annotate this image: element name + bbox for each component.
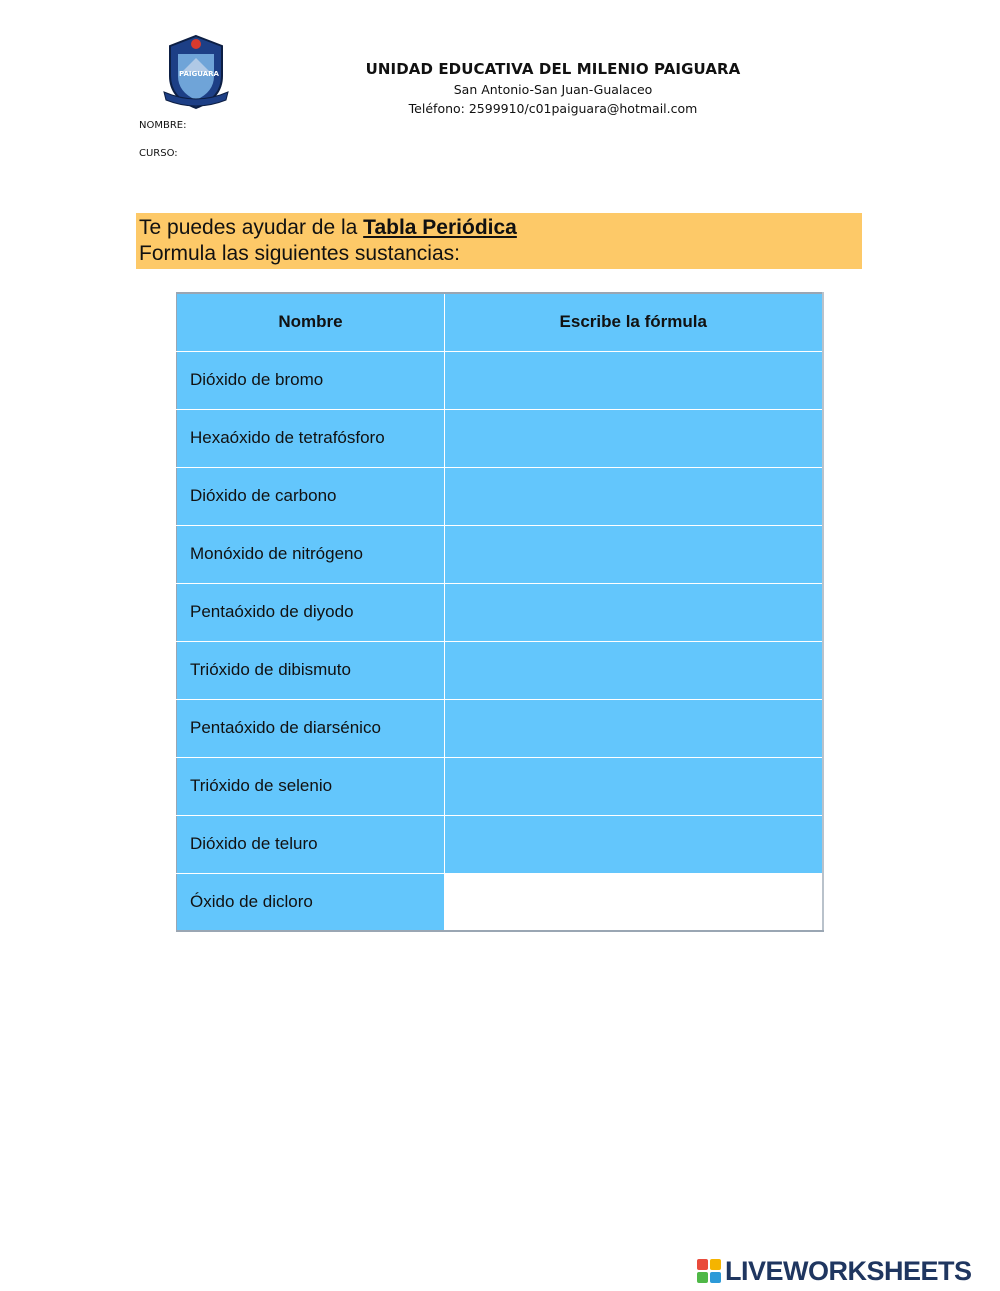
- periodic-table-link[interactable]: Tabla Periódica: [363, 216, 517, 239]
- brand-text: LIVEWORKSHEETS: [725, 1255, 972, 1286]
- substance-name: Monóxido de nitrógeno: [177, 525, 445, 583]
- header-formula: Escribe la fórmula: [445, 293, 823, 351]
- substance-name: Dióxido de carbono: [177, 467, 445, 525]
- brand-square-i: [710, 1259, 721, 1270]
- table-row: [177, 873, 823, 931]
- substance-name: Pentaóxido de diyodo: [177, 583, 445, 641]
- header-nombre: Nombre: [177, 293, 445, 351]
- formula-input[interactable]: [445, 873, 823, 931]
- substance-name: Óxido de dicloro: [177, 873, 445, 931]
- formula-input[interactable]: [445, 815, 823, 873]
- formula-input[interactable]: [445, 699, 823, 757]
- document-header: [300, 60, 806, 116]
- substance-name: Dióxido de bromo: [177, 351, 445, 409]
- formula-input[interactable]: [445, 757, 823, 815]
- table-row: [177, 525, 823, 583]
- substance-name: Trióxido de dibismuto: [177, 641, 445, 699]
- instructions-prefix: Te puedes ayudar de la: [139, 216, 364, 239]
- formula-input[interactable]: [445, 525, 823, 583]
- substance-name: Pentaóxido de diarsénico: [177, 699, 445, 757]
- instructions-line2: Formula las siguientes sustancias:: [139, 242, 460, 265]
- brand-square-v: [697, 1272, 708, 1283]
- formula-input[interactable]: [445, 467, 823, 525]
- brand-square-e: [710, 1272, 721, 1283]
- liveworksheets-brand: [697, 1256, 972, 1286]
- instructions-box: [136, 213, 862, 269]
- nombre-label: NOMBRE:: [139, 120, 187, 131]
- substance-name: Dióxido de teluro: [177, 815, 445, 873]
- curso-label: CURSO:: [139, 148, 178, 159]
- logo-text: PAIGUARA: [179, 70, 219, 78]
- formula-input[interactable]: [445, 583, 823, 641]
- substance-name: Hexaóxido de tetrafósforo: [177, 409, 445, 467]
- table-row: [177, 409, 823, 467]
- instructions-line1: [139, 215, 859, 241]
- school-address: San Antonio-San Juan-Gualaceo: [453, 82, 653, 97]
- school-phone: Teléfono: 2599910/c01paiguara@hotmail.com: [408, 101, 698, 116]
- substance-name: Trióxido de selenio: [177, 757, 445, 815]
- table-row: [177, 467, 823, 525]
- brand-square-l: [697, 1259, 708, 1270]
- table-row: [177, 583, 823, 641]
- table-row: [177, 815, 823, 873]
- table-header-row: [177, 293, 823, 351]
- table-row: [177, 351, 823, 409]
- table-row: [177, 641, 823, 699]
- formula-table: [176, 292, 824, 932]
- formula-input[interactable]: [445, 351, 823, 409]
- table-row: [177, 699, 823, 757]
- school-name: UNIDAD EDUCATIVA DEL MILENIO PAIGUARA: [365, 60, 741, 78]
- table-row: [177, 757, 823, 815]
- liveworksheets-icon: [697, 1259, 721, 1283]
- school-logo: [156, 32, 236, 112]
- formula-input[interactable]: [445, 409, 823, 467]
- formula-input[interactable]: [445, 641, 823, 699]
